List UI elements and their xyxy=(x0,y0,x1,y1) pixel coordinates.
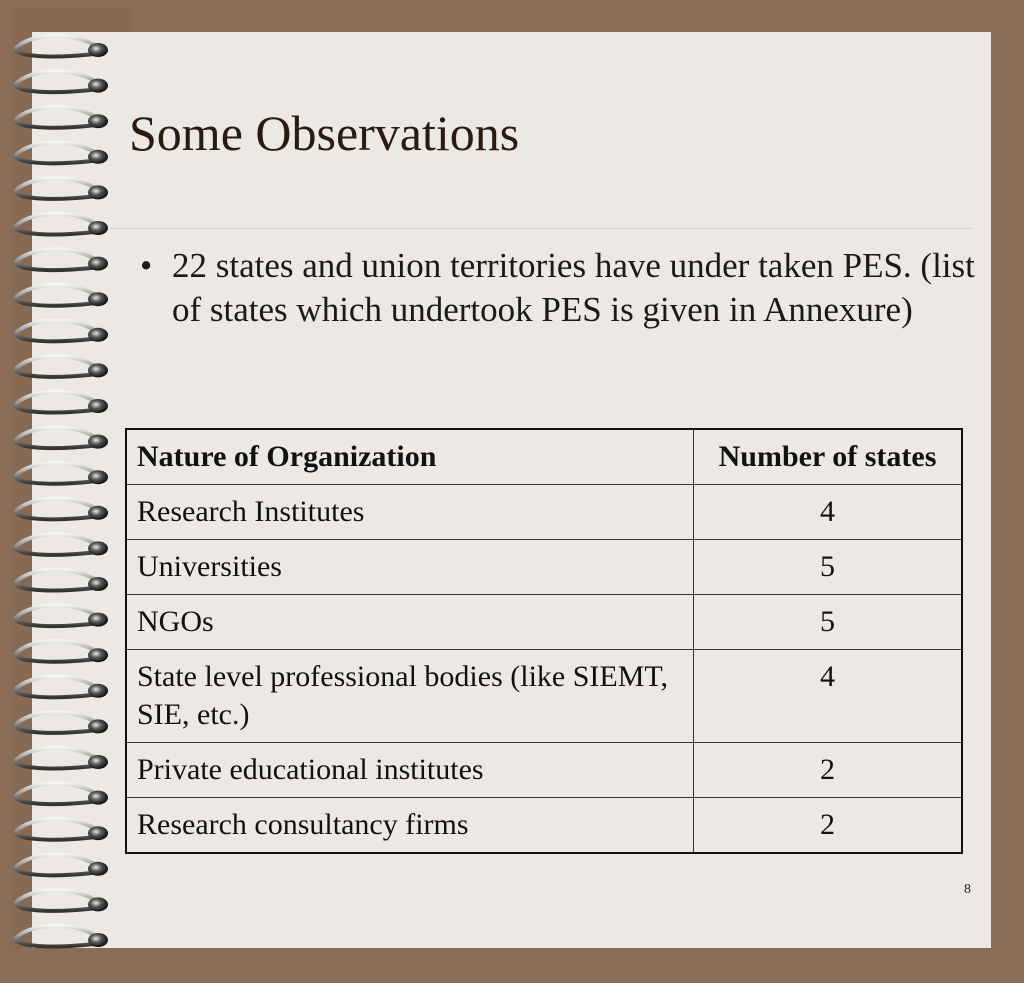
binding-hole xyxy=(88,150,108,164)
binding-wire xyxy=(16,534,96,555)
binding-hole xyxy=(88,399,108,413)
binding-wire xyxy=(16,926,96,947)
bullet-text: 22 states and union territories have under taken PES. (list of states which undertook PES is given in Annexure) xyxy=(172,246,975,329)
table-row xyxy=(126,485,962,540)
binding-hole xyxy=(88,435,108,449)
binding-wire xyxy=(16,36,96,57)
binding-hole xyxy=(88,43,108,57)
binding-wire xyxy=(16,356,96,377)
count-cell: 4 xyxy=(694,650,963,743)
binding-wire xyxy=(16,463,96,484)
table-row xyxy=(126,540,962,595)
binding-hole xyxy=(88,933,108,947)
binding-hole xyxy=(88,79,108,93)
slide-title: Some Observations xyxy=(129,105,520,161)
binding-hole xyxy=(88,506,108,520)
organization-cell: Research consultancy firms xyxy=(126,798,694,854)
title-divider xyxy=(110,228,972,229)
organization-cell: Research Institutes xyxy=(126,485,694,540)
organization-table xyxy=(125,428,963,854)
binding-wire xyxy=(16,392,96,413)
binding-hole xyxy=(88,114,108,128)
binding-wire xyxy=(16,712,96,733)
count-cell: 2 xyxy=(694,798,963,854)
slide-number: 8 xyxy=(964,882,971,897)
binding-wire xyxy=(16,320,96,341)
binding-hole xyxy=(88,755,108,769)
bullet-icon: • xyxy=(140,246,153,285)
binding-hole xyxy=(88,648,108,662)
organization-cell: Private educational institutes xyxy=(126,743,694,798)
binding-wire xyxy=(16,498,96,519)
binding-hole xyxy=(88,363,108,377)
count-cell: 5 xyxy=(694,595,963,650)
binding-wire xyxy=(16,285,96,306)
binding-hole xyxy=(88,577,108,591)
binding-hole xyxy=(88,541,108,555)
count-cell: 2 xyxy=(694,743,963,798)
organization-cell: NGOs xyxy=(126,595,694,650)
binding-wire xyxy=(16,427,96,448)
bullet-item xyxy=(138,244,978,332)
binding-wire xyxy=(16,854,96,875)
table-row xyxy=(126,650,962,743)
table-row xyxy=(126,743,962,798)
binding-wire xyxy=(16,570,96,591)
binding-hole xyxy=(88,470,108,484)
binding-hole xyxy=(88,185,108,199)
count-cell: 4 xyxy=(694,485,963,540)
binding-wire xyxy=(16,214,96,235)
binding-hole xyxy=(88,826,108,840)
binding-hole xyxy=(88,613,108,627)
count-cell: 5 xyxy=(694,540,963,595)
binding-wire xyxy=(16,71,96,92)
binding-wire xyxy=(16,107,96,128)
table-row xyxy=(126,798,962,854)
binding-hole xyxy=(88,292,108,306)
binding-hole xyxy=(88,257,108,271)
organization-cell: State level professional bodies (like SIEMT, SIE, etc.) xyxy=(126,650,694,743)
binding-wire xyxy=(16,748,96,769)
header-number-of-states: Number of states xyxy=(694,429,963,485)
binding-wire xyxy=(16,605,96,626)
binding-wire xyxy=(16,641,96,662)
binding-wire xyxy=(16,676,96,697)
binding-wire xyxy=(16,178,96,199)
binding-wire xyxy=(16,142,96,163)
binding-hole xyxy=(88,328,108,342)
binding-hole xyxy=(88,684,108,698)
spiral-binding-icon xyxy=(0,0,130,983)
binding-hole xyxy=(88,897,108,911)
binding-hole xyxy=(88,221,108,235)
binding-hole xyxy=(88,791,108,805)
table-row xyxy=(126,595,962,650)
binding-hole xyxy=(88,862,108,876)
table-header-row xyxy=(126,429,962,485)
bullet-list xyxy=(138,244,978,332)
binding-wire xyxy=(16,783,96,804)
binding-hole xyxy=(88,719,108,733)
organization-cell: Universities xyxy=(126,540,694,595)
binding-wire xyxy=(16,890,96,911)
binding-wire xyxy=(16,819,96,840)
binding-wire xyxy=(16,249,96,270)
header-nature-of-organization: Nature of Organization xyxy=(126,429,694,485)
